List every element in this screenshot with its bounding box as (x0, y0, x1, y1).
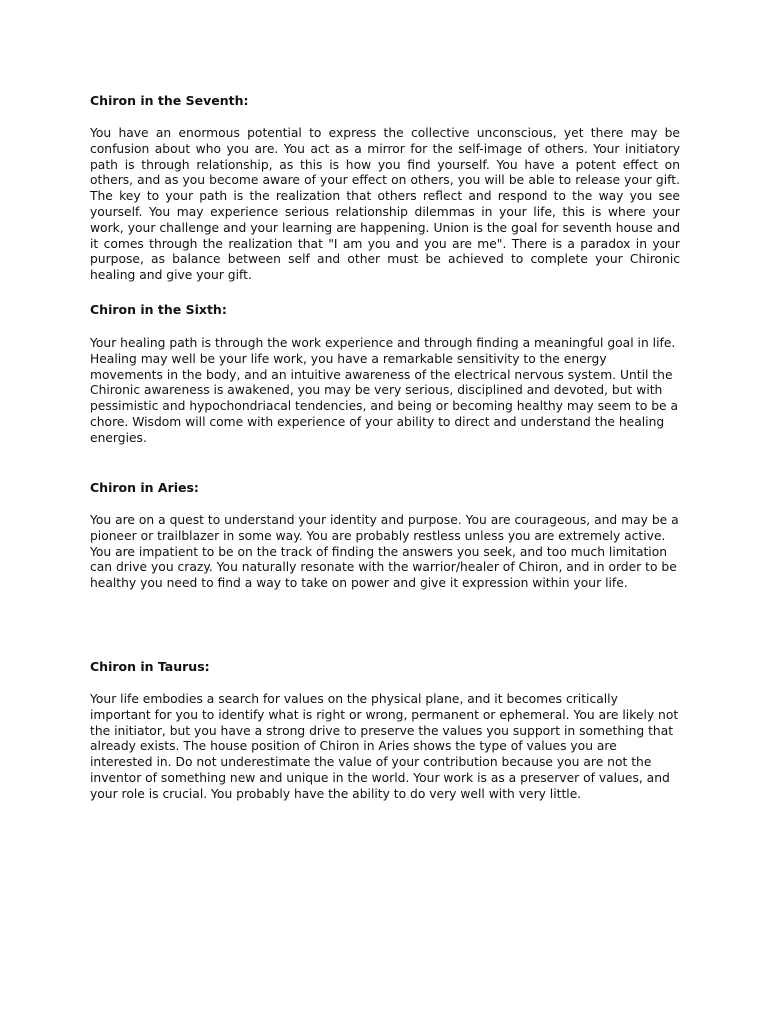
section-heading-taurus: Chiron in Taurus: (90, 659, 210, 674)
section-body-taurus: Your life embodies a search for values on the physical plane, and it becomes critically important for you to identify what is right or wrong, permanent or ephemeral. You are likely not the initiator, but you have a strong drive to preserve the values you support in something that already exists. The house position of Chiron in Aries shows the type of values you are interested in. Do not underestimate the value of your contribution because you are not the inventor of something new and unique in the world. Your work is as a preserver of values, and your role is crucial. You probably have the ability to do very well with very little. (90, 692, 679, 801)
section-heading-sixth: Chiron in the Sixth: (90, 302, 227, 317)
section-heading-aries: Chiron in Aries: (90, 480, 199, 495)
section-body-aries: You are on a quest to understand your identity and purpose. You are courageous, and may be a pioneer or trailblazer in some way. You are probably restless unless you are extremely active. You are impatient to be on the track of finding the answers you seek, and too much limitation can drive you crazy. You naturally resonate with the warrior/healer of Chiron, and in order to be healthy you need to find a way to take on power and give it expression within your life. (90, 513, 679, 591)
section-body-seventh: You have an enormous potential to express the collective unconscious, yet there may be confusion about who you are. You act as a mirror for the self-image of others. Your initiatory path is through relationship, as this is how you find yourself. You have a potent effect on others, and as you become aware of your effect on others, you will be able to release your gift. The key to your path is the realization that others reflect and respond to the way you see yourself. You may experience serious relationship dilemmas in your life, this is where your work, your challenge and your learning are happening. Union is the goal for seventh house and it comes through the realization that "I am you and you are me". There is a paradox in your purpose, as balance between self and other must be achieved to complete your Chironic healing and give your gift. (90, 126, 680, 283)
section-body-sixth: Your healing path is through the work experience and through finding a meaningful goal in life. Healing may well be your life work, you have a remarkable sensitivity to the energy movements in the body, and an intuitive awareness of the electrical nervous system. Until the Chironic awareness is awakened, you may be very serious, disciplined and devoted, but with pessimistic and hypochondriacal tendencies, and being or becoming healthy may seem to be a chore. Wisdom will come with experience of your ability to direct and understand the healing energies. (90, 336, 679, 445)
section-heading-seventh: Chiron in the Seventh: (90, 93, 249, 108)
